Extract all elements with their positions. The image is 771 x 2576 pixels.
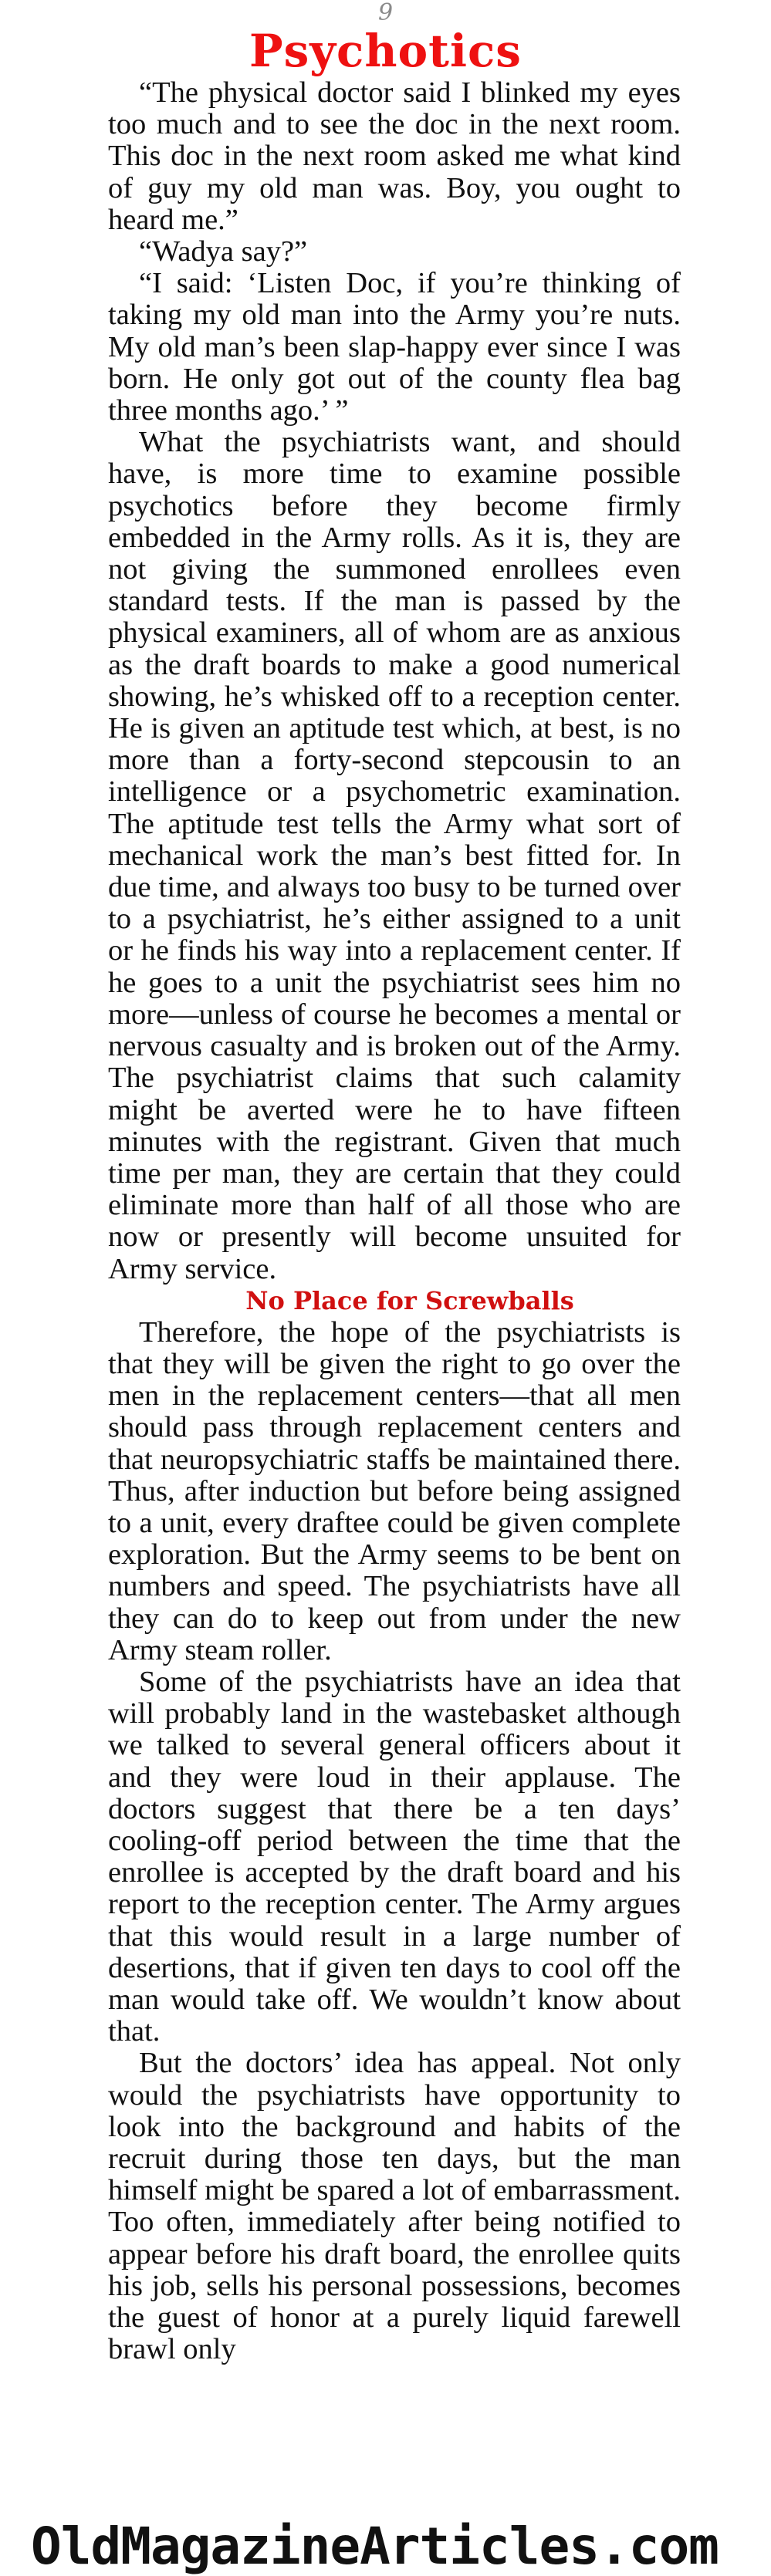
paragraph: “The physical doctor said I blinked my eyes too much and to see the doc in the next room. This doc in the next room asked me what kind of guy my old man was. Boy, you ought to heard me.” xyxy=(108,76,681,236)
paragraph: But the doctors’ idea has appeal. Not only would the psychiatrists have opportunity to look into the background and habits of the recruit during those ten days, but the man himself might be spared a lot of embarrassment. Too often, immediately after being notified to appear before his draft board, the enrollee quits his job, sells his personal possessions, becomes the guest of honor at a purely liquid farewell brawl only xyxy=(108,2047,681,2366)
paragraph: Some of the psychiatrists have an idea that will probably land in the wastebasket although we talked to several general officers about it and they were loud in their applause. The doctors suggest that there be a ten days’ cooling-off period between the time that the enrollee is accepted by the draft board and his report to the reception center. The Army argues that this would result in a large number of desertions, that if given ten days to cool off the man would take off. We wouldn’t know about that. xyxy=(108,1665,681,2048)
paragraph: Therefore, the hope of the psychiatrists is that they will be given the right to go over the men in the replacement centers—that all men should pass through replacement centers and that neuropsychiatric staffs be maintained there. Thus, after induction but before being assigned to a unit, every draftee could be given complete exploration. But the Army seems to be bent on numbers and speed. The psychiatrists have all they can do to keep out from under the new Army steam roller. xyxy=(108,1315,681,1666)
article-title: Psychotics xyxy=(249,25,522,77)
paragraph: “Wadya say?” xyxy=(139,235,308,268)
section-subheading: No Place for Screwballs xyxy=(245,1285,574,1315)
page-number: 9 xyxy=(377,0,394,26)
site-logo: OldMagazineArticles.com xyxy=(31,2517,719,2576)
article-body xyxy=(108,77,681,2365)
paragraph: What the psychiatrists want, and should have, is more time to examine possible psychotics before they become firmly embedded in the Army rolls. As it is, they are not giving the summoned enrollees even standard tests. If the man is passed by the physical examiners, all of whom are as anxious as the draft boards to make a good numerical showing, he’s whisked off to a reception center. He is given an aptitude test which, at best, is no more than a forty-second stepcousin to an intelligence or a psychometric examination. The aptitude test tells the Army what sort of mechanical work the man’s best fitted for. In due time, and always too busy to be turned over to a psychiatrist, he’s either assigned to a unit or he finds his way into a replacement center. If he goes to a unit the psychiatrist sees him no more—unless of course he becomes a mental or nervous casualty and is broken out of the Army. The psychiatrist claims that such calamity might be averted were he to have fifteen minutes with the registrant. Given that much time per man, they are certain that they could eliminate more than half of all those who are now or presently will become unsuited for Army service. xyxy=(108,426,681,1285)
paragraph: “I said: ‘Listen Doc, if you’re thinking of taking my old man into the Army you’re nuts. My old man’s been slap-happy ever since I was born. He only got out of the county flea bag three months ago.’ ” xyxy=(108,267,681,427)
